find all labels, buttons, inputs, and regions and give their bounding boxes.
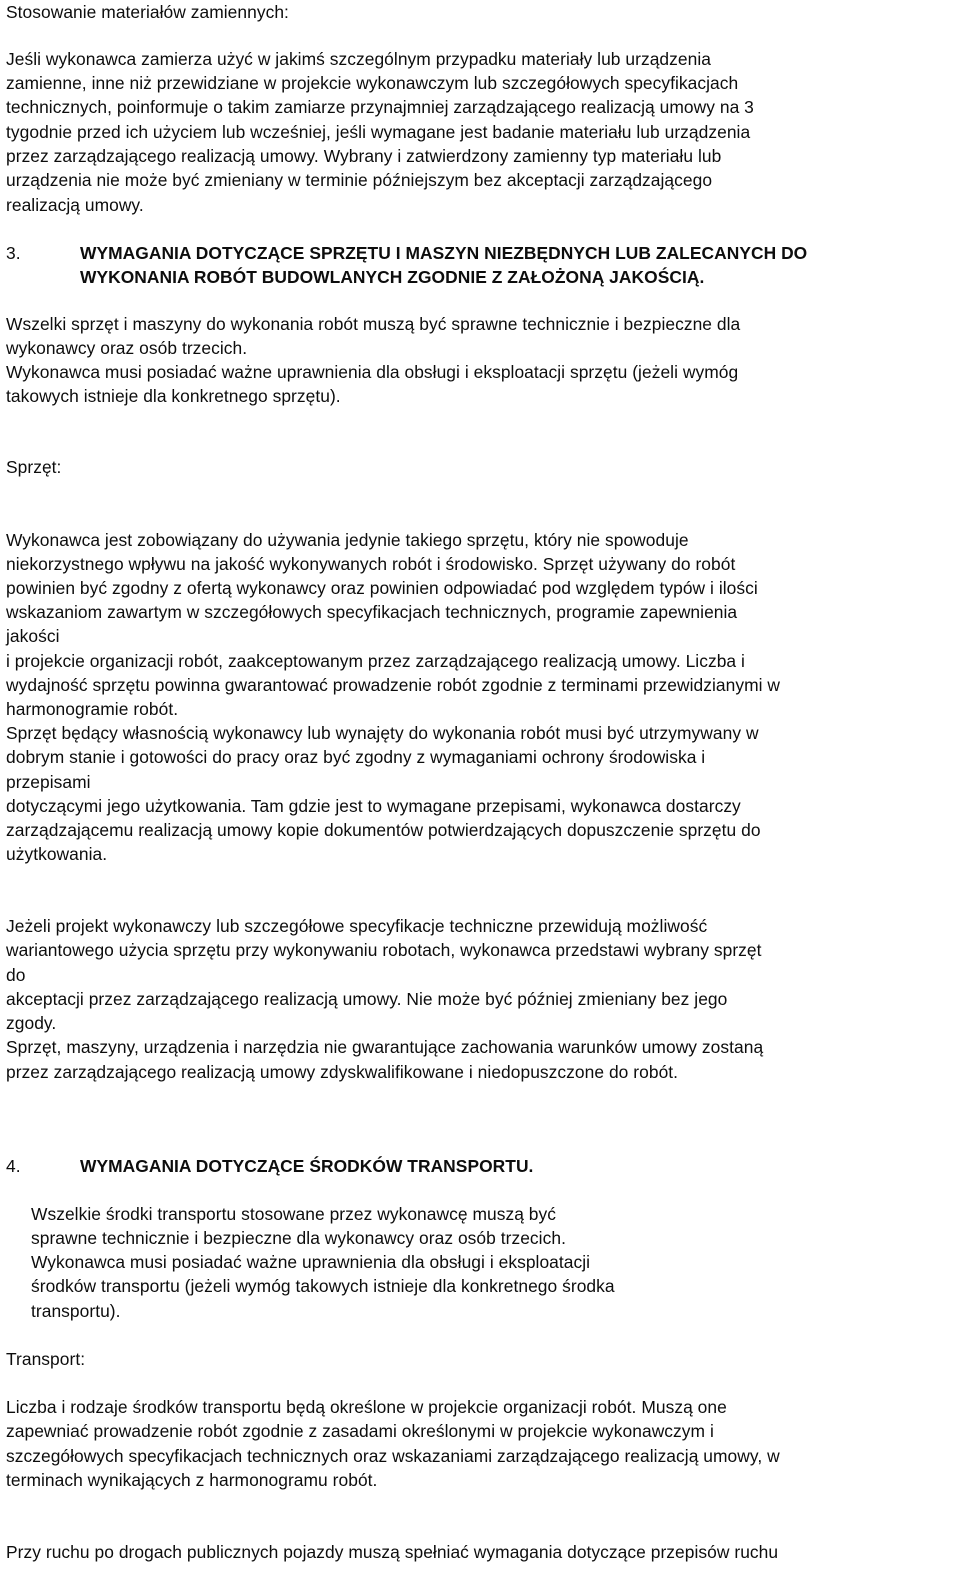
transport-subheading: Transport: [6,1349,86,1369]
variant-line: przez zarządzającego realizacją umowy zdyskwalifikowane i niedopuszczone do robót. [6,1062,679,1082]
variant-line: zgody. [6,1013,57,1033]
section-4-general-line: transportu). [31,1301,121,1321]
variant-line: akceptacji przez zarządzającego realizacją umowy. Nie może być później zmieniany bez jego [6,989,728,1009]
transport-line: terminach wynikających z harmonogramu robót. [6,1470,378,1490]
intro-line: technicznych, poinformuje o takim zamiarze przynajmniej zarządzającego realizacją umowy na 3 [6,97,754,117]
transport-line: zapewniać prowadzenie robót zgodnie z zasadami określonymi w projekcie wykonawczym i [6,1421,714,1441]
intro-line: urządzenia nie może być zmieniany w terminie późniejszym bez akceptacji zarządzającego [6,170,713,190]
transport-line: Liczba i rodzaje środków transportu będą określone w projekcie organizacji robót. Muszą one [6,1397,727,1417]
variant-line: do [6,965,26,985]
intro-line: Jeśli wykonawca zamierza użyć w jakimś szczególnym przypadku materiały lub urządzenia [6,49,711,69]
section-4-general-line: Wykonawca musi posiadać ważne uprawnienia dla obsługi i eksploatacji [31,1252,591,1272]
equipment-line: jakości [6,626,60,646]
section-3-number: 3. [6,243,21,263]
intro-line: przez zarządzającego realizacją umowy. Wybrany i zatwierdzony zamienny typ materiału lub [6,146,722,166]
equipment-line: wskazaniom zawartym w szczegółowych specyfikacjach technicznych, programie zapewnienia [6,602,738,622]
equipment-line: zarządzającemu realizacją umowy kopie dokumentów potwierdzających dopuszczenie sprzętu do [6,820,761,840]
equipment-line: Sprzęt będący własnością wykonawcy lub wynajęty do wykonania robót musi być utrzymywany w [6,723,759,743]
section-4-general-line: sprawne technicznie i bezpieczne dla wykonawcy oraz osób trzecich. [31,1228,566,1248]
section-3-title: WYKONANIA ROBÓT BUDOWLANYCH ZGODNIE Z ZAŁOŻONĄ JAKOŚCIĄ. [80,267,705,287]
section-3-title: WYMAGANIA DOTYCZĄCE SPRZĘTU I MASZYN NIEZBĘDNYCH LUB ZALECANYCH DO [80,243,808,263]
equipment-line: wydajność sprzętu powinna gwarantować prowadzenie robót zgodnie z terminami przewidzianymi w [6,675,781,695]
equipment-line: dotyczącymi jego użytkowania. Tam gdzie jest to wymagane przepisami, wykonawca dostarczy [6,796,741,816]
transport-line: szczegółowych specyfikacjach technicznych oraz wskazaniami zarządzającego realizacją umowy, w [6,1446,780,1466]
equipment-line: i projekcie organizacji robót, zaakceptowanym przez zarządzającego realizacją umowy. Liczba i [6,651,745,671]
equipment-line: przepisami [6,772,91,792]
equipment-line: Wykonawca jest zobowiązany do używania jedynie takiego sprzętu, który nie spowoduje [6,530,689,550]
equipment-line: harmonogramie robót. [6,699,179,719]
intro-line: zamienne, inne niż przewidziane w projekcie wykonawczym lub szczegółowych specyfikacjach [6,73,739,93]
section-4-general-line: Wszelkie środki transportu stosowane przez wykonawcę muszą być [31,1204,557,1224]
equipment-line: powinien być zgodny z ofertą wykonawcy oraz powinien odpowiadać pod względem typów i ilości [6,578,758,598]
intro-heading: Stosowanie materiałów zamiennych: [6,2,289,22]
section-4-general-line: środków transportu (jeżeli wymóg takowych istnieje dla konkretnego środka [31,1276,615,1296]
section-3-general-line: Wykonawca musi posiadać ważne uprawnienia dla obsługi i eksploatacji sprzętu (jeżeli wymóg [6,362,739,382]
equipment-line: dobrym stanie i gotowości do pracy oraz być zgodny z wymaganiami ochrony środowiska i [6,747,706,767]
section-3-general-line: wykonawcy oraz osób trzecich. [6,338,248,358]
intro-line: realizacją umowy. [6,195,144,215]
variant-line: wariantowego użycia sprzętu przy wykonywaniu robotach, wykonawca przedstawi wybrany sprzęt [6,940,762,960]
section-4-title: WYMAGANIA DOTYCZĄCE ŚRODKÓW TRANSPORTU. [80,1156,534,1176]
equipment-line: niekorzystnego wpływu na jakość wykonywanych robót i środowisko. Sprzęt używany do robót [6,554,736,574]
transport-last-line: Przy ruchu po drogach publicznych pojazdy muszą spełniać wymagania dotyczące przepisów ruchu [6,1542,779,1562]
section-3-general-line: takowych istnieje dla konkretnego sprzętu). [6,386,341,406]
section-4-number: 4. [6,1156,21,1176]
variant-line: Sprzęt, maszyny, urządzenia i narzędzia nie gwarantujące zachowania warunków umowy zostaną [6,1037,764,1057]
variant-line: Jeżeli projekt wykonawczy lub szczegółowe specyfikacje techniczne przewidują możliwość [6,916,708,936]
section-3-general-line: Wszelki sprzęt i maszyny do wykonania robót muszą być sprawne technicznie i bezpieczne dla [6,314,741,334]
equipment-line: użytkowania. [6,844,108,864]
equipment-subheading: Sprzęt: [6,457,62,477]
intro-line: tygodnie przed ich użyciem lub wcześniej, jeśli wymagane jest badanie materiału lub urządzenia [6,122,751,142]
